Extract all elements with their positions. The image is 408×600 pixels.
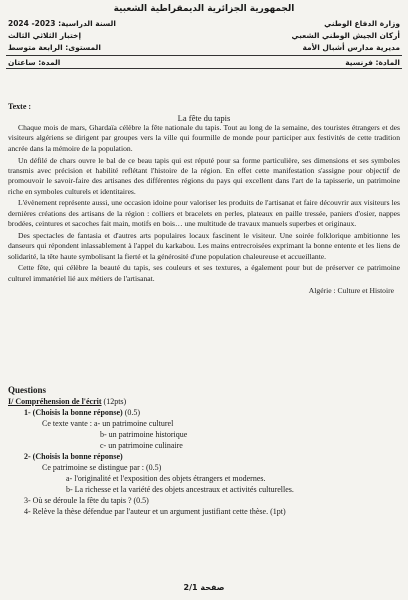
question-3: 3- Où se déroule la fête du tapis ? (0.5) (24, 496, 149, 505)
question-2-option-b: b- La richesse et la variété des objets ancestraux et activités culturelles. (66, 485, 294, 494)
paragraph-1: Chaque mois de mars, Ghardaïa célèbre la fête nationale du tapis. Tout au long de la semaine, des touristes étrangers et des visiteurs algériens se dirigent par groupes vers la ville qui fourmille de monde pour participer aux festivités de cette tradition ancrée dans la mémoire de la population. (8, 123, 400, 153)
question-2-title: (Choisis la bonne réponse) (32, 452, 123, 461)
directorate-label: مديرية مدارس أشبال الأمة (302, 43, 400, 52)
header-row-2 (8, 31, 400, 40)
paragraph-5: Cette fête, qui célèbre la beauté du tapis, ses couleurs et ses textures, a également pour but de préserver ce patrimoine culturel immatériel lié aux métiers de l'artisanat. (8, 263, 400, 283)
paragraph-2: Un défilé de chars ouvre le bal de ce beau tapis qui est réputé pour sa forme particulière, ses dimensions et ses symboles transmis avec précision et habilité reflétant l'histoire de la région. En effet cette manifestation s'assigne pour objectif de promouvoir le savoir-faire des artisanes des différentes régions du pays qui excellent dans l'art de la tapisserie, un patrimoine riche en symboles culturels et identitaires. (8, 155, 400, 196)
header-row-3 (8, 43, 400, 52)
question-2 (24, 451, 400, 462)
ministry-label: وزارة الدفاع الوطني (324, 19, 400, 28)
question-1 (24, 407, 400, 418)
text-title: La fête du tapis (177, 113, 231, 123)
question-2-option-a: a- l'originalité et l'exposition des objets étrangers et modernes. (66, 474, 266, 483)
reading-text (8, 123, 400, 296)
level-label: المستوى: الرابعة متوسط (8, 43, 101, 52)
page-number: صفحة 2/1 (183, 583, 225, 592)
section-1-points: (12pts) (101, 397, 127, 406)
question-1-option-c: c- un patrimoine culinaire (100, 441, 183, 450)
question-1-stem: Ce texte vante : a- un patrimoine culturel (42, 419, 174, 428)
republic-title: الجمهورية الجزائرية الديمقراطية الشعبية (113, 4, 295, 14)
section-1-heading (8, 396, 400, 407)
army-label: أركان الجيش الوطني الشعبي (291, 31, 400, 40)
duration-label: المدة: ساعتان (8, 57, 61, 67)
question-2-number: 2- (24, 452, 33, 461)
header-row-1 (8, 19, 400, 28)
question-4: 4- Relève la thèse défendue par l'auteur et un argument justifiant cette thèse. (1pt) (24, 507, 286, 516)
questions-block (8, 385, 400, 517)
texte-label: Texte : (8, 102, 32, 111)
exam-label: إختبار الثلاثي الثالث (8, 31, 82, 40)
text-source: Algérie : Culture et Histoire (308, 285, 394, 295)
questions-title: Questions (8, 385, 47, 395)
question-1-number: 1- (24, 408, 33, 417)
paragraph-4: Des spectacles de fantasia et d'autres arts populaires locaux fascinent le visiteur. Une soirée folklorique ambitionne les danseurs qui répondent inlassablement à l'appel du karkabou. Les mains entrecroisées exprimant la bonne entente et les liens de solidarité, la tête haute symbolisant la fierté et la générosité d'une population chaleureuse et accueillante. (8, 230, 400, 261)
question-1-title: (Choisis la bonne réponse) (32, 408, 123, 417)
paragraph-3: L'évènement représente aussi, une occasion idoine pour valoriser les produits de l'artisanat et faire découvrir aux visiteurs les dernières créations des artisans de la région : colliers et bracelets en perles, plateaux en paille tressée, paniers d'osier, nappes brodées, ceintures et sacoches fait main, motifs en bois… une multitude de travaux manuels superbes et originaux. (8, 198, 400, 229)
section-1-title: I/ Compréhension de l'écrit (8, 397, 102, 406)
subject-label: المادة: فرنسية (345, 57, 400, 67)
question-2-stem: Ce patrimoine se distingue par : (0.5) (42, 463, 162, 472)
question-1-option-b: b- un patrimoine historique (100, 430, 188, 439)
question-1-points: (0.5) (122, 408, 141, 417)
subject-bar (6, 55, 402, 69)
school-year-label: السنة الدراسية: 2023- 2024 (8, 19, 116, 28)
